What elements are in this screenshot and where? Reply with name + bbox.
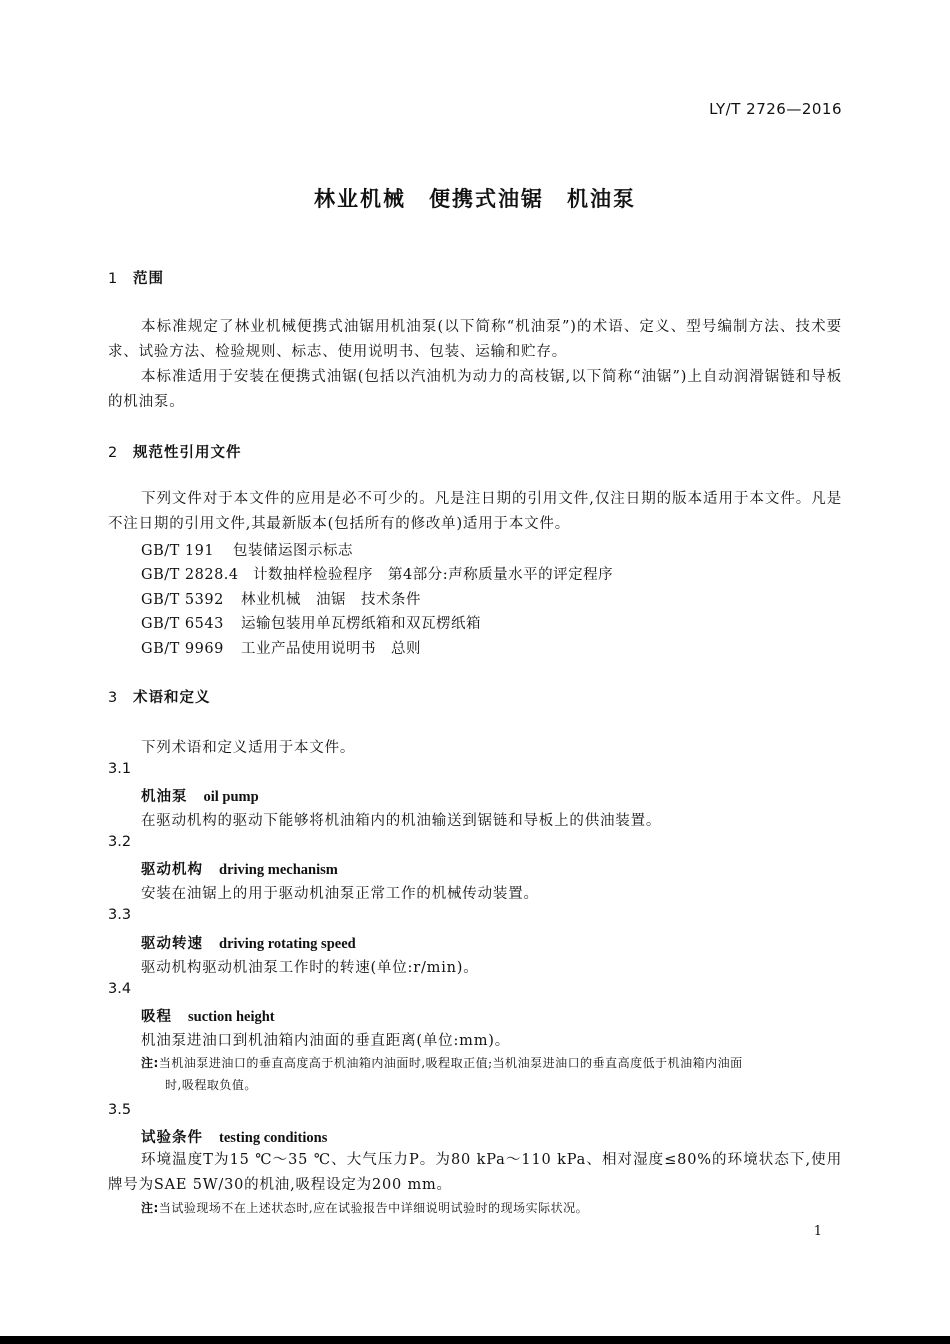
- document-title: 林业机械 便携式油锯 机油泵: [314, 187, 636, 211]
- section-3-intro: 下列术语和定义适用于本文件。: [141, 740, 356, 756]
- reference-code: GB/T 5392: [141, 592, 224, 608]
- section-number: 1: [108, 271, 119, 287]
- reference-code: GB/T 191: [141, 543, 215, 559]
- section-title: 规范性引用文件: [133, 445, 242, 461]
- term-number: 3.3: [108, 907, 132, 923]
- note-text: 当试验现场不在上述状态时,应在试验报告中详细说明试验时的现场实际状况。: [158, 1201, 589, 1215]
- section-3-heading: [108, 686, 211, 707]
- section-1-heading: [108, 267, 164, 288]
- paragraph: 环境温度T为15 ℃～35 ℃、大气压力P。为80 kPa～110 kPa、相对湿度≤80%的环境状态下,使用牌号为SAE 5W/30的机油,吸程设定为200 mm。: [108, 1152, 842, 1193]
- paragraph: 本标准适用于安装在便携式油锯(包括以汽油机为动力的高枝锯,以下简称“油锯”)上自动润滑锯链和导板的机油泵。: [108, 369, 842, 410]
- term-definition: [108, 1148, 842, 1198]
- section-number: 2: [108, 445, 119, 461]
- standard-code: LY/T 2726—2016: [709, 100, 842, 118]
- term-chinese: 驱动转速: [141, 936, 203, 952]
- section-title: 范围: [133, 271, 164, 287]
- term-definition: 机油泵进油口到机油箱内油面的垂直距离(单位:mm)。: [141, 1033, 510, 1049]
- term-english: suction height: [188, 1009, 275, 1025]
- reference-item: [141, 539, 353, 560]
- page-number: 1: [813, 1224, 822, 1239]
- reference-title: 计数抽样检验程序 第4部分:声称质量水平的评定程序: [253, 567, 614, 583]
- term-heading: [141, 785, 259, 806]
- section-title: 术语和定义: [133, 690, 211, 706]
- reference-title: 包装储运图示标志: [233, 543, 353, 559]
- section-number: 3: [108, 690, 119, 706]
- term-heading: [141, 1126, 327, 1147]
- term-english: testing conditions: [219, 1130, 328, 1146]
- reference-code: GB/T 6543: [141, 616, 224, 632]
- term-chinese: 吸程: [141, 1009, 172, 1025]
- term-english: driving mechanism: [219, 862, 338, 878]
- reference-item: [141, 588, 421, 609]
- reference-item: [141, 563, 613, 584]
- term-number: 3.4: [108, 981, 132, 997]
- paragraph: 下列文件对于本文件的应用是必不可少的。凡是注日期的引用文件,仅注日期的版本适用于本文件。凡是不注日期的引用文件,其最新版本(包括所有的修改单)适用于本文件。: [108, 491, 842, 532]
- term-heading: [141, 1005, 275, 1026]
- term-definition: 安装在油锯上的用于驱动机油泵正常工作的机械传动装置。: [141, 886, 539, 902]
- term-number: 3.1: [108, 761, 132, 777]
- term-english: driving rotating speed: [219, 936, 356, 952]
- reference-title: 工业产品使用说明书 总则: [241, 641, 421, 657]
- term-chinese: 驱动机构: [141, 862, 203, 878]
- term-heading: [141, 858, 338, 879]
- term-note: [141, 1052, 843, 1096]
- term-chinese: 机油泵: [141, 789, 188, 805]
- reference-code: GB/T 2828.4: [141, 567, 239, 583]
- note-label: 注:: [141, 1201, 159, 1215]
- reference-item: [141, 612, 481, 633]
- section-1-body: [108, 315, 842, 415]
- term-english: oil pump: [203, 789, 259, 805]
- term-number: 3.2: [108, 834, 132, 850]
- note-text: 时,吸程取负值。: [165, 1078, 257, 1092]
- term-definition: 在驱动机构的驱动下能够将机油箱内的机油输送到锯链和导板上的供油装置。: [141, 813, 662, 829]
- section-2-body: [108, 487, 842, 537]
- paragraph: 本标准规定了林业机械便携式油锯用机油泵(以下简称“机油泵”)的术语、定义、型号编制方法、技术要求、试验方法、检验规则、标志、使用说明书、包装、运输和贮存。: [108, 319, 842, 360]
- reference-code: GB/T 9969: [141, 641, 224, 657]
- term-number: 3.5: [108, 1102, 132, 1118]
- section-2-heading: [108, 441, 242, 462]
- term-chinese: 试验条件: [141, 1130, 203, 1146]
- reference-title: 林业机械 油锯 技术条件: [241, 592, 421, 608]
- term-heading: [141, 932, 356, 953]
- term-definition: 驱动机构驱动机油泵工作时的转速(单位:r/min)。: [141, 960, 479, 976]
- bottom-border: [0, 1336, 950, 1344]
- reference-title: 运输包装用单瓦楞纸箱和双瓦楞纸箱: [241, 616, 481, 632]
- note-text: 当机油泵进油口的垂直高度高于机油箱内油面时,吸程取正值;当机油泵进油口的垂直高度低于机油箱内油面: [158, 1056, 743, 1070]
- note-label: 注:: [141, 1056, 159, 1070]
- term-note: [141, 1197, 843, 1219]
- reference-item: [141, 637, 421, 658]
